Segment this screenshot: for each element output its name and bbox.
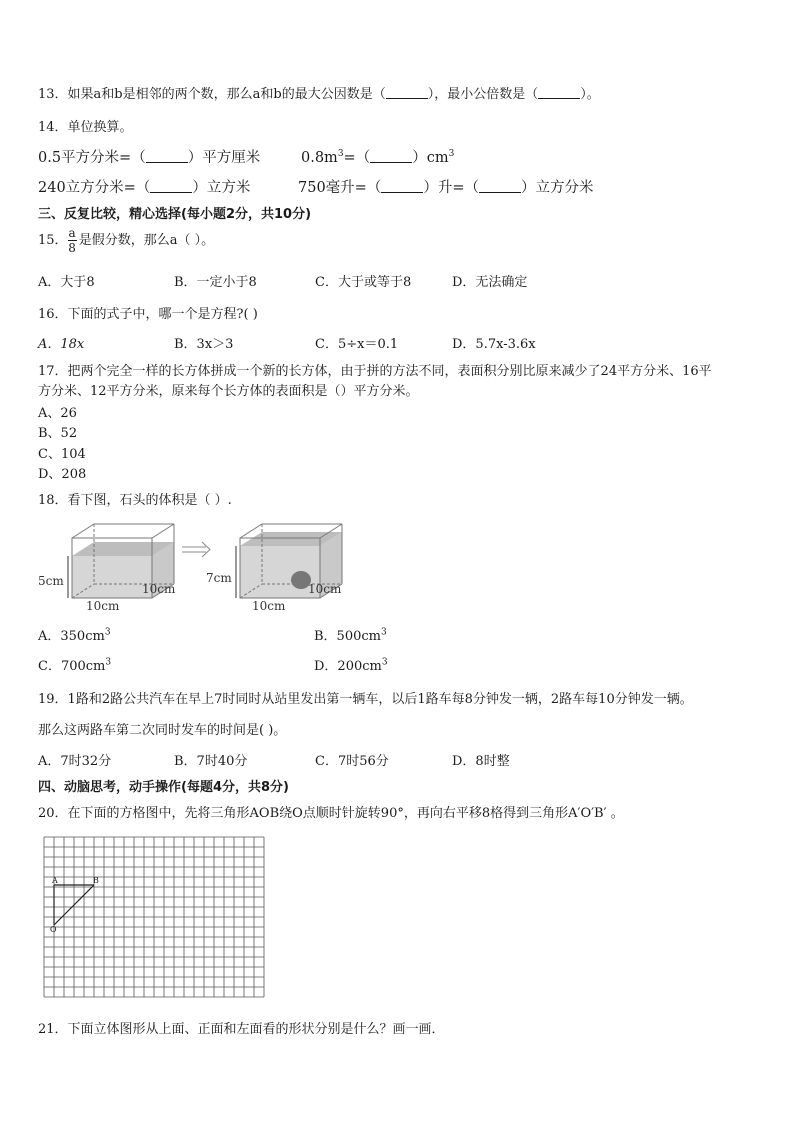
left-base-label: 10cm [86,599,120,613]
question-16: 16．下面的式子中，哪一个是方程?( ) [38,307,258,322]
q18-option-a[interactable]: A．$350cm^3$ [38,627,111,644]
question-18: 18．看下图，石头的体积是（ ）. [38,493,232,508]
right-side-label: 10cm [308,582,342,596]
answer-blank[interactable] [150,180,192,193]
question-21: 21．下面立体图形从上面、正面和左面看的形状分别是什么？画一画． [38,1022,445,1037]
q18-figure [36,514,366,614]
q16-option-b[interactable]: B．3x＞3 [174,337,234,352]
question-14-title: 14．单位换算。 [38,120,133,135]
question-17-line-1: 17．把两个完全一样的长方体拼成一个新的长方体，由于拼的方法不同，表面积分别比原来减少了24平方分米、16平 [38,364,712,379]
answer-blank[interactable] [386,86,428,99]
q17-option-d[interactable]: D、208 [38,467,87,482]
q14-item-3: 240立方分米=（ ）立方米 [38,180,251,196]
q16-option-c[interactable]: C．5÷x＝0.1 [315,337,399,352]
answer-blank[interactable] [381,180,423,193]
q19-option-d[interactable]: D．8时整 [452,754,510,769]
left-height-label: 5cm [38,574,64,588]
left-side-label: 10cm [142,582,176,596]
point-label-o: O [50,925,57,934]
q20-grid[interactable] [42,835,274,999]
right-height-label: 7cm [206,571,232,585]
q17-option-a[interactable]: A、26 [38,406,77,421]
q17-option-b[interactable]: B、52 [38,426,78,441]
q14-item-2: $0.8m^3=$（ ）$cm^3$ [301,149,455,166]
q14-item-4: 750毫升=（ ）升=（ ）立方分米 [298,180,594,196]
q18-option-d[interactable]: D．$200cm^3$ [314,657,388,674]
q15-option-d[interactable]: D．无法确定 [452,275,528,290]
question-19-line-2: 那么这两路车第二次同时发车的时间是( )。 [38,723,287,738]
q19-option-b[interactable]: B．7时40分 [174,754,248,769]
question-17-line-2: 方分米、12平方分米，原来每个长方体的表面积是（）平方分米。 [38,384,419,399]
answer-blank[interactable] [538,86,580,99]
q14-item-1: 0.5平方分米=（ ）平方厘米 [38,150,261,166]
point-label-b: B [93,876,99,885]
question-19-line-1: 19．1路和2路公共汽车在早上7时同时从站里发出第一辆车，以后1路车每8分钟发一辆，2路车每10分钟发一辆。 [38,692,693,707]
q16-option-d[interactable]: D．5.7x-3.6x [452,337,536,352]
q19-option-a[interactable]: A．7时32分 [38,754,112,769]
q18-option-c[interactable]: C．$700cm^3$ [38,657,112,674]
section-4-heading: 四、动脑思考，动手操作(每题4分，共8分) [38,780,289,795]
q15-option-a[interactable]: A．大于8 [38,275,95,290]
q19-option-c[interactable]: C．7时56分 [315,754,389,769]
q16-option-a[interactable]: A．18x [38,337,85,352]
answer-blank[interactable] [146,150,188,163]
question-15: 15． $\frac{a}{8}$ 是假分数，那么a（ ）。 [38,226,215,255]
answer-blank[interactable] [370,150,412,163]
fraction-a-over-8: $\frac{a}{8}$ [68,226,76,255]
question-13: 13．如果a和b是相邻的两个数，那么a和b的最大公因数是（ ），最小公倍数是（ ）。 [38,87,600,102]
point-label-a: A [52,876,58,885]
right-base-label: 10cm [252,599,286,613]
q15-option-c[interactable]: C．大于或等于8 [315,275,412,290]
question-20: 20．在下面的方格图中，先将三角形AOB绕O点顺时针旋转90°，再向右平移8格得到三角形A′O′B′ 。 [38,806,624,821]
q15-option-b[interactable]: B．一定小于8 [174,275,257,290]
q18-option-b[interactable]: B．$500cm^3$ [314,627,387,644]
section-3-heading: 三、反复比较，精心选择(每小题2分，共10分) [38,207,312,222]
arrow-icon [182,542,210,557]
q17-option-c[interactable]: C、104 [38,447,86,462]
answer-blank[interactable] [479,180,521,193]
